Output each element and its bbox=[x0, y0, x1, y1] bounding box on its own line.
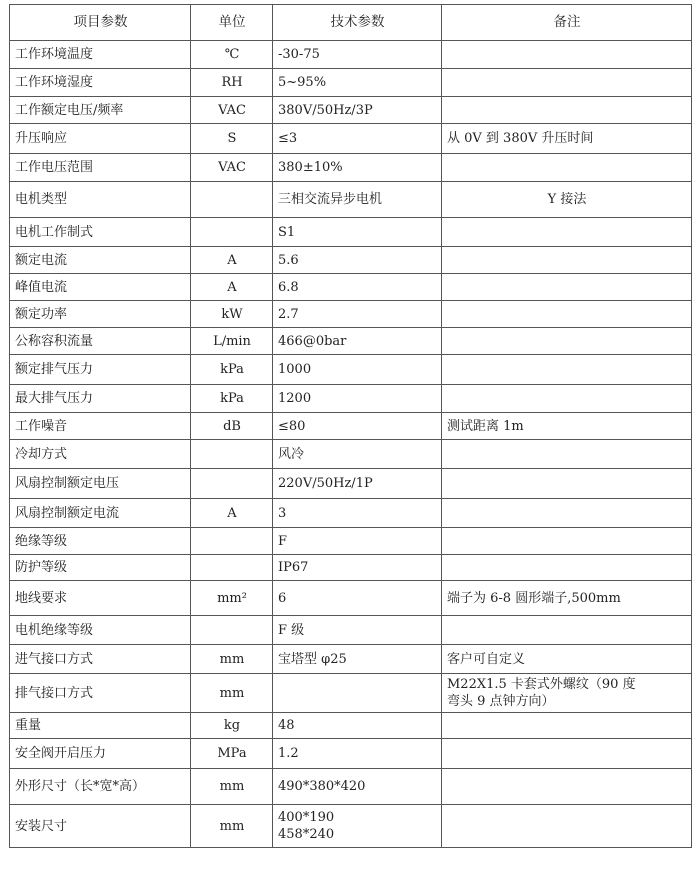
param-cell: 防护等级 bbox=[10, 555, 191, 581]
value-cell: 1000 bbox=[273, 355, 442, 385]
value-cell: 1.2 bbox=[273, 739, 442, 769]
remark-cell bbox=[442, 274, 692, 301]
header-row bbox=[10, 5, 692, 41]
table-row bbox=[10, 97, 692, 124]
param-cell: 电机绝缘等级 bbox=[10, 616, 191, 645]
remark-cell bbox=[442, 713, 692, 739]
param-cell: 风扇控制额定电压 bbox=[10, 469, 191, 499]
table-row bbox=[10, 616, 692, 645]
table-row bbox=[10, 555, 692, 581]
unit-cell: mm bbox=[191, 645, 273, 674]
value-cell: 3 bbox=[273, 499, 442, 528]
unit-cell: A bbox=[191, 247, 273, 274]
param-cell: 额定排气压力 bbox=[10, 355, 191, 385]
unit-cell: VAC bbox=[191, 97, 273, 124]
remark-cell: 端子为 6-8 圆形端子,500mm bbox=[442, 581, 692, 616]
table-row bbox=[10, 247, 692, 274]
unit-cell bbox=[191, 555, 273, 581]
param-cell: 重量 bbox=[10, 713, 191, 739]
spec-sheet bbox=[9, 4, 691, 848]
unit-cell: kPa bbox=[191, 355, 273, 385]
header-value: 技术参数 bbox=[273, 5, 442, 41]
value-cell: 220V/50Hz/1P bbox=[273, 469, 442, 499]
remark-cell bbox=[442, 440, 692, 469]
remark-cell bbox=[442, 739, 692, 769]
unit-cell: VAC bbox=[191, 154, 273, 182]
param-cell: 工作环境温度 bbox=[10, 41, 191, 69]
value-cell: 466@0bar bbox=[273, 328, 442, 355]
remark-cell bbox=[442, 328, 692, 355]
unit-cell: mm² bbox=[191, 581, 273, 616]
param-cell: 升压响应 bbox=[10, 124, 191, 154]
param-cell: 最大排气压力 bbox=[10, 385, 191, 413]
value-cell: -30-75 bbox=[273, 41, 442, 69]
remark-cell bbox=[442, 301, 692, 328]
param-cell: 安全阀开启压力 bbox=[10, 739, 191, 769]
remark-cell bbox=[442, 528, 692, 555]
unit-cell: kW bbox=[191, 301, 273, 328]
table-row bbox=[10, 41, 692, 69]
unit-cell: mm bbox=[191, 769, 273, 805]
value-cell: 三相交流异步电机 bbox=[273, 182, 442, 218]
value-cell: F 级 bbox=[273, 616, 442, 645]
remark-cell bbox=[442, 97, 692, 124]
value-cell: 6.8 bbox=[273, 274, 442, 301]
unit-cell: A bbox=[191, 499, 273, 528]
value-cell: 1200 bbox=[273, 385, 442, 413]
unit-cell: dB bbox=[191, 413, 273, 440]
param-cell: 外形尺寸（长*宽*高） bbox=[10, 769, 191, 805]
table-row bbox=[10, 713, 692, 739]
table-row bbox=[10, 440, 692, 469]
table-row bbox=[10, 154, 692, 182]
param-cell: 峰值电流 bbox=[10, 274, 191, 301]
param-cell: 冷却方式 bbox=[10, 440, 191, 469]
remark-cell bbox=[442, 769, 692, 805]
remark-cell bbox=[442, 469, 692, 499]
unit-cell: MPa bbox=[191, 739, 273, 769]
table-row bbox=[10, 739, 692, 769]
table-row bbox=[10, 499, 692, 528]
unit-cell: mm bbox=[191, 805, 273, 848]
remark-cell: 测试距离 1m bbox=[442, 413, 692, 440]
table-row bbox=[10, 328, 692, 355]
unit-cell bbox=[191, 469, 273, 499]
value-cell bbox=[273, 674, 442, 713]
remark-cell bbox=[442, 385, 692, 413]
param-cell: 绝缘等级 bbox=[10, 528, 191, 555]
value-cell: ≤80 bbox=[273, 413, 442, 440]
remark-cell bbox=[442, 616, 692, 645]
value-cell: 风冷 bbox=[273, 440, 442, 469]
remark-cell bbox=[442, 154, 692, 182]
spec-table-body bbox=[10, 41, 692, 848]
value-cell: 5.6 bbox=[273, 247, 442, 274]
unit-cell: kPa bbox=[191, 385, 273, 413]
value-cell: F bbox=[273, 528, 442, 555]
param-cell: 工作电压范围 bbox=[10, 154, 191, 182]
remark-cell: 从 0V 到 380V 升压时间 bbox=[442, 124, 692, 154]
param-cell: 电机工作制式 bbox=[10, 218, 191, 247]
remark-cell bbox=[442, 218, 692, 247]
remark-cell bbox=[442, 69, 692, 97]
param-cell: 安装尺寸 bbox=[10, 805, 191, 848]
value-cell: 6 bbox=[273, 581, 442, 616]
header-remark: 备注 bbox=[442, 5, 692, 41]
unit-cell bbox=[191, 440, 273, 469]
unit-cell: RH bbox=[191, 69, 273, 97]
param-cell: 风扇控制额定电流 bbox=[10, 499, 191, 528]
value-cell: 380±10% bbox=[273, 154, 442, 182]
param-cell: 排气接口方式 bbox=[10, 674, 191, 713]
unit-cell: ℃ bbox=[191, 41, 273, 69]
param-cell: 工作噪音 bbox=[10, 413, 191, 440]
remark-cell bbox=[442, 247, 692, 274]
spec-table bbox=[9, 4, 692, 848]
unit-cell: S bbox=[191, 124, 273, 154]
value-cell: 400*190 458*240 bbox=[273, 805, 442, 848]
unit-cell: mm bbox=[191, 674, 273, 713]
remark-cell bbox=[442, 41, 692, 69]
param-cell: 工作额定电压/频率 bbox=[10, 97, 191, 124]
table-row bbox=[10, 413, 692, 440]
table-row bbox=[10, 274, 692, 301]
value-cell: S1 bbox=[273, 218, 442, 247]
remark-cell bbox=[442, 499, 692, 528]
table-row bbox=[10, 528, 692, 555]
remark-cell bbox=[442, 805, 692, 848]
unit-cell bbox=[191, 182, 273, 218]
unit-cell: L/min bbox=[191, 328, 273, 355]
unit-cell: kg bbox=[191, 713, 273, 739]
unit-cell: A bbox=[191, 274, 273, 301]
value-cell: 490*380*420 bbox=[273, 769, 442, 805]
table-row bbox=[10, 301, 692, 328]
value-cell: IP67 bbox=[273, 555, 442, 581]
table-row bbox=[10, 124, 692, 154]
param-cell: 电机类型 bbox=[10, 182, 191, 218]
value-cell: 5~95% bbox=[273, 69, 442, 97]
table-row bbox=[10, 182, 692, 218]
param-cell: 额定功率 bbox=[10, 301, 191, 328]
param-cell: 工作环境湿度 bbox=[10, 69, 191, 97]
param-cell: 额定电流 bbox=[10, 247, 191, 274]
remark-cell bbox=[442, 555, 692, 581]
header-param: 项目参数 bbox=[10, 5, 191, 41]
value-cell: 2.7 bbox=[273, 301, 442, 328]
value-cell: ≤3 bbox=[273, 124, 442, 154]
table-row bbox=[10, 355, 692, 385]
table-row bbox=[10, 69, 692, 97]
table-row bbox=[10, 769, 692, 805]
unit-cell bbox=[191, 616, 273, 645]
param-cell: 公称容积流量 bbox=[10, 328, 191, 355]
table-row bbox=[10, 805, 692, 848]
header-unit: 单位 bbox=[191, 5, 273, 41]
value-cell: 48 bbox=[273, 713, 442, 739]
param-cell: 地线要求 bbox=[10, 581, 191, 616]
remark-cell: Y 接法 bbox=[442, 182, 692, 218]
value-cell: 380V/50Hz/3P bbox=[273, 97, 442, 124]
table-row bbox=[10, 581, 692, 616]
table-row bbox=[10, 385, 692, 413]
unit-cell bbox=[191, 218, 273, 247]
unit-cell bbox=[191, 528, 273, 555]
remark-cell: M22X1.5 卡套式外螺纹（90 度 弯头 9 点钟方向） bbox=[442, 674, 692, 713]
table-row bbox=[10, 674, 692, 713]
table-row bbox=[10, 645, 692, 674]
table-row bbox=[10, 469, 692, 499]
remark-cell: 客户可自定义 bbox=[442, 645, 692, 674]
param-cell: 进气接口方式 bbox=[10, 645, 191, 674]
value-cell: 宝塔型 φ25 bbox=[273, 645, 442, 674]
remark-cell bbox=[442, 355, 692, 385]
table-row bbox=[10, 218, 692, 247]
